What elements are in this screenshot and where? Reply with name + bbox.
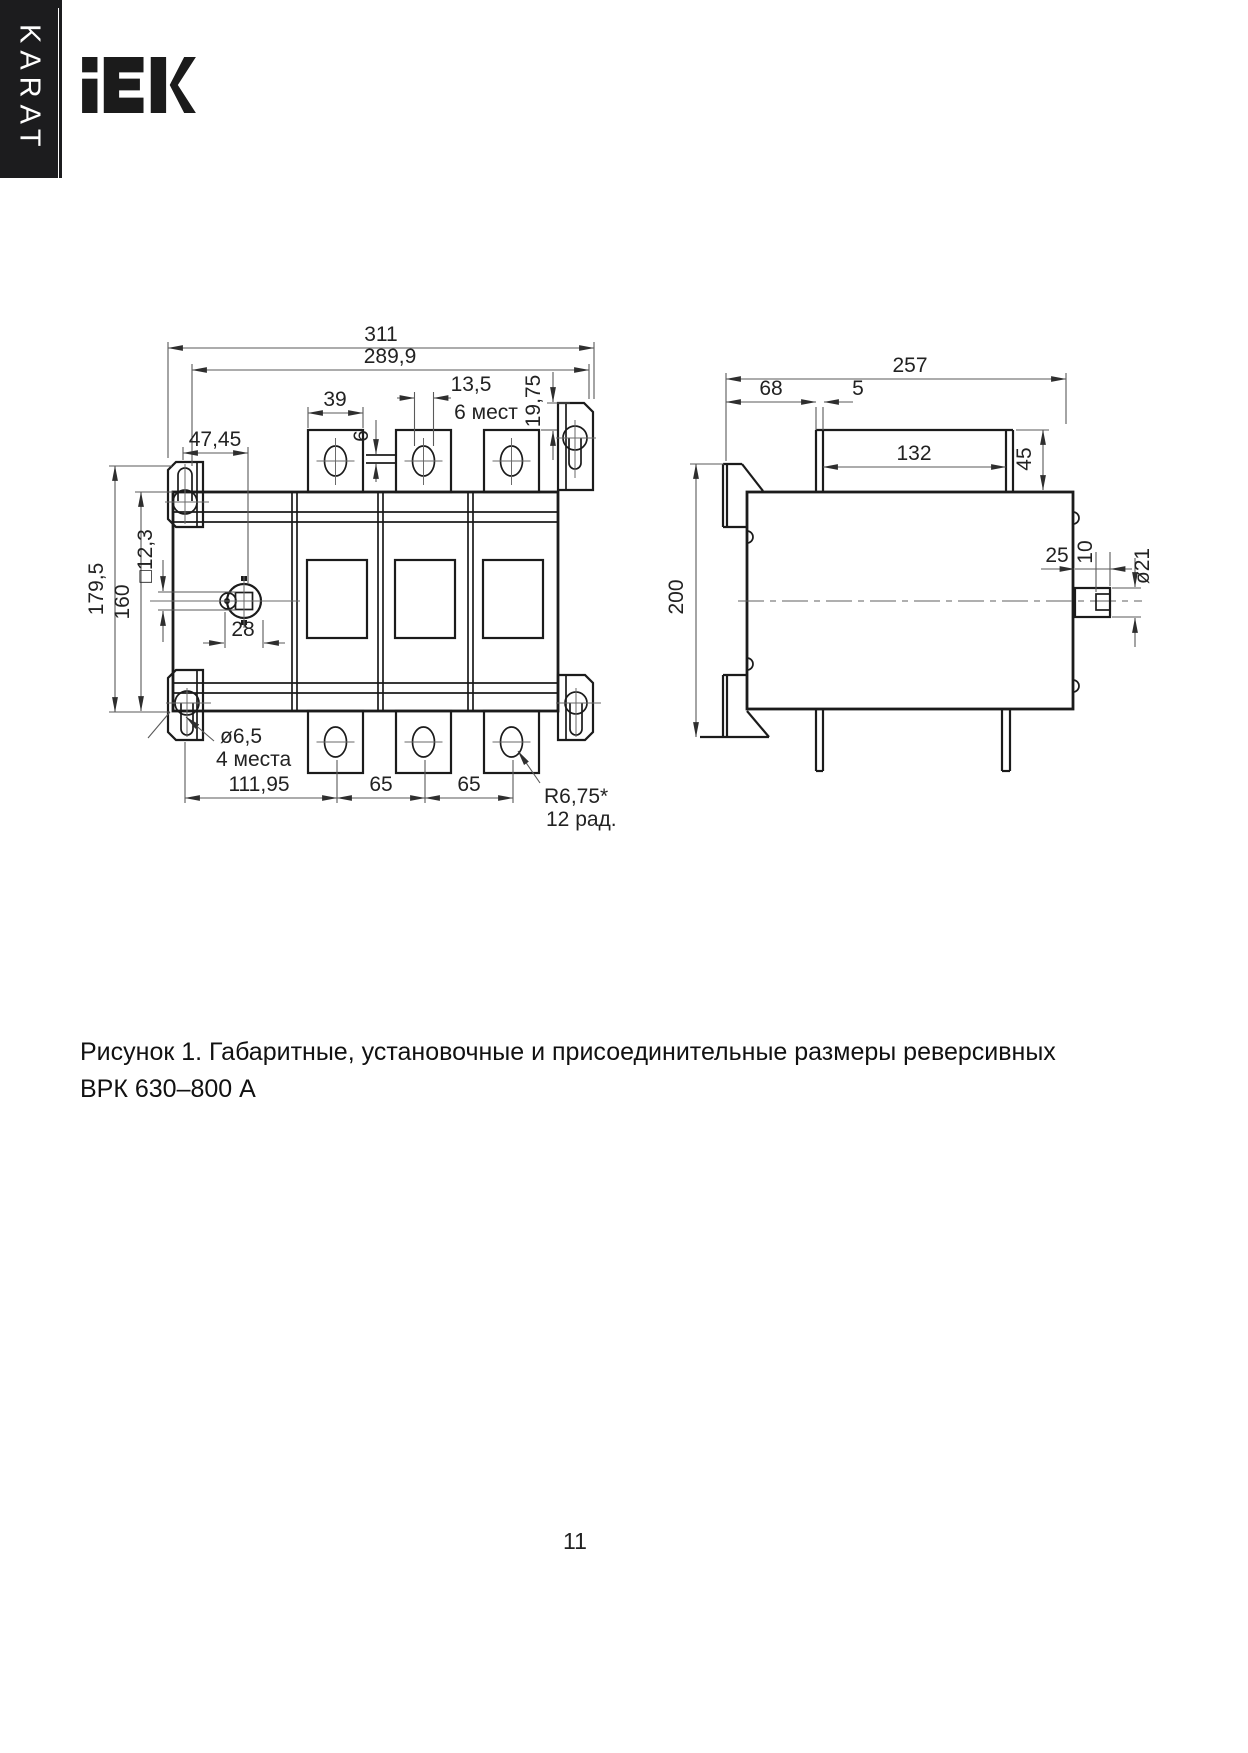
dim-overall-width: 311	[364, 323, 398, 346]
dim-span-mid: 65	[369, 773, 393, 796]
dim-blade-span: 132	[896, 442, 932, 465]
dim-pad-width: 39	[323, 388, 347, 411]
dim-shaft-offset: 47,45	[188, 428, 242, 451]
front-dimensions	[85, 323, 617, 831]
dim-ear-offset: 19,75	[522, 374, 545, 428]
front-view-drawing	[85, 323, 617, 831]
dim-shaft-len: 25	[1045, 544, 1069, 567]
dim-slot-places: 6 мест	[454, 401, 518, 424]
dim-body-height: 160	[111, 584, 134, 620]
karat-label: KARAT	[13, 24, 46, 154]
dim-shaft-tip: 10	[1074, 540, 1097, 564]
figure-caption-line2: ВРК 630–800 А	[80, 1075, 256, 1103]
dim-shaft-square: □12,3	[134, 529, 157, 583]
dim-shaft-dia: ø21	[1131, 547, 1154, 585]
side-body	[738, 492, 1142, 709]
dim-blade-thick: 5	[852, 377, 864, 400]
dim-blade-height: 45	[1013, 447, 1036, 471]
side-shaft	[1075, 588, 1110, 617]
figure-caption-line1: Рисунок 1. Габаритные, установочные и присоединительные размеры реверсивных	[80, 1038, 1056, 1066]
dim-bracket-offset: 68	[759, 377, 783, 400]
dim-slot-width: 13,5	[450, 373, 492, 396]
dim-overall-depth: 257	[892, 354, 928, 377]
dim-shaft-width: 28	[231, 618, 255, 641]
dim-span-right: 65	[457, 773, 481, 796]
dim-hole-places: 4 места	[216, 748, 292, 771]
dim-slot-offset: 6	[350, 430, 373, 442]
side-dimensions	[665, 354, 1154, 737]
dim-radius: R6,75*	[544, 785, 609, 808]
side-view-drawing	[665, 354, 1154, 771]
dim-radius-places: 12 рад.	[546, 808, 617, 831]
figure-caption	[80, 1034, 1060, 1108]
dim-mount-width: 289,9	[363, 345, 417, 368]
dim-hole-dia: ø6,5	[220, 725, 263, 748]
front-bottom-pads	[308, 711, 539, 773]
page-number: 11	[563, 1528, 587, 1554]
side-bottom-blades	[816, 709, 1010, 771]
dim-overall-height: 179,5	[85, 562, 108, 616]
dim-span-left: 111,95	[228, 773, 290, 796]
dim-side-height: 200	[665, 579, 688, 615]
front-top-pads	[308, 430, 539, 492]
